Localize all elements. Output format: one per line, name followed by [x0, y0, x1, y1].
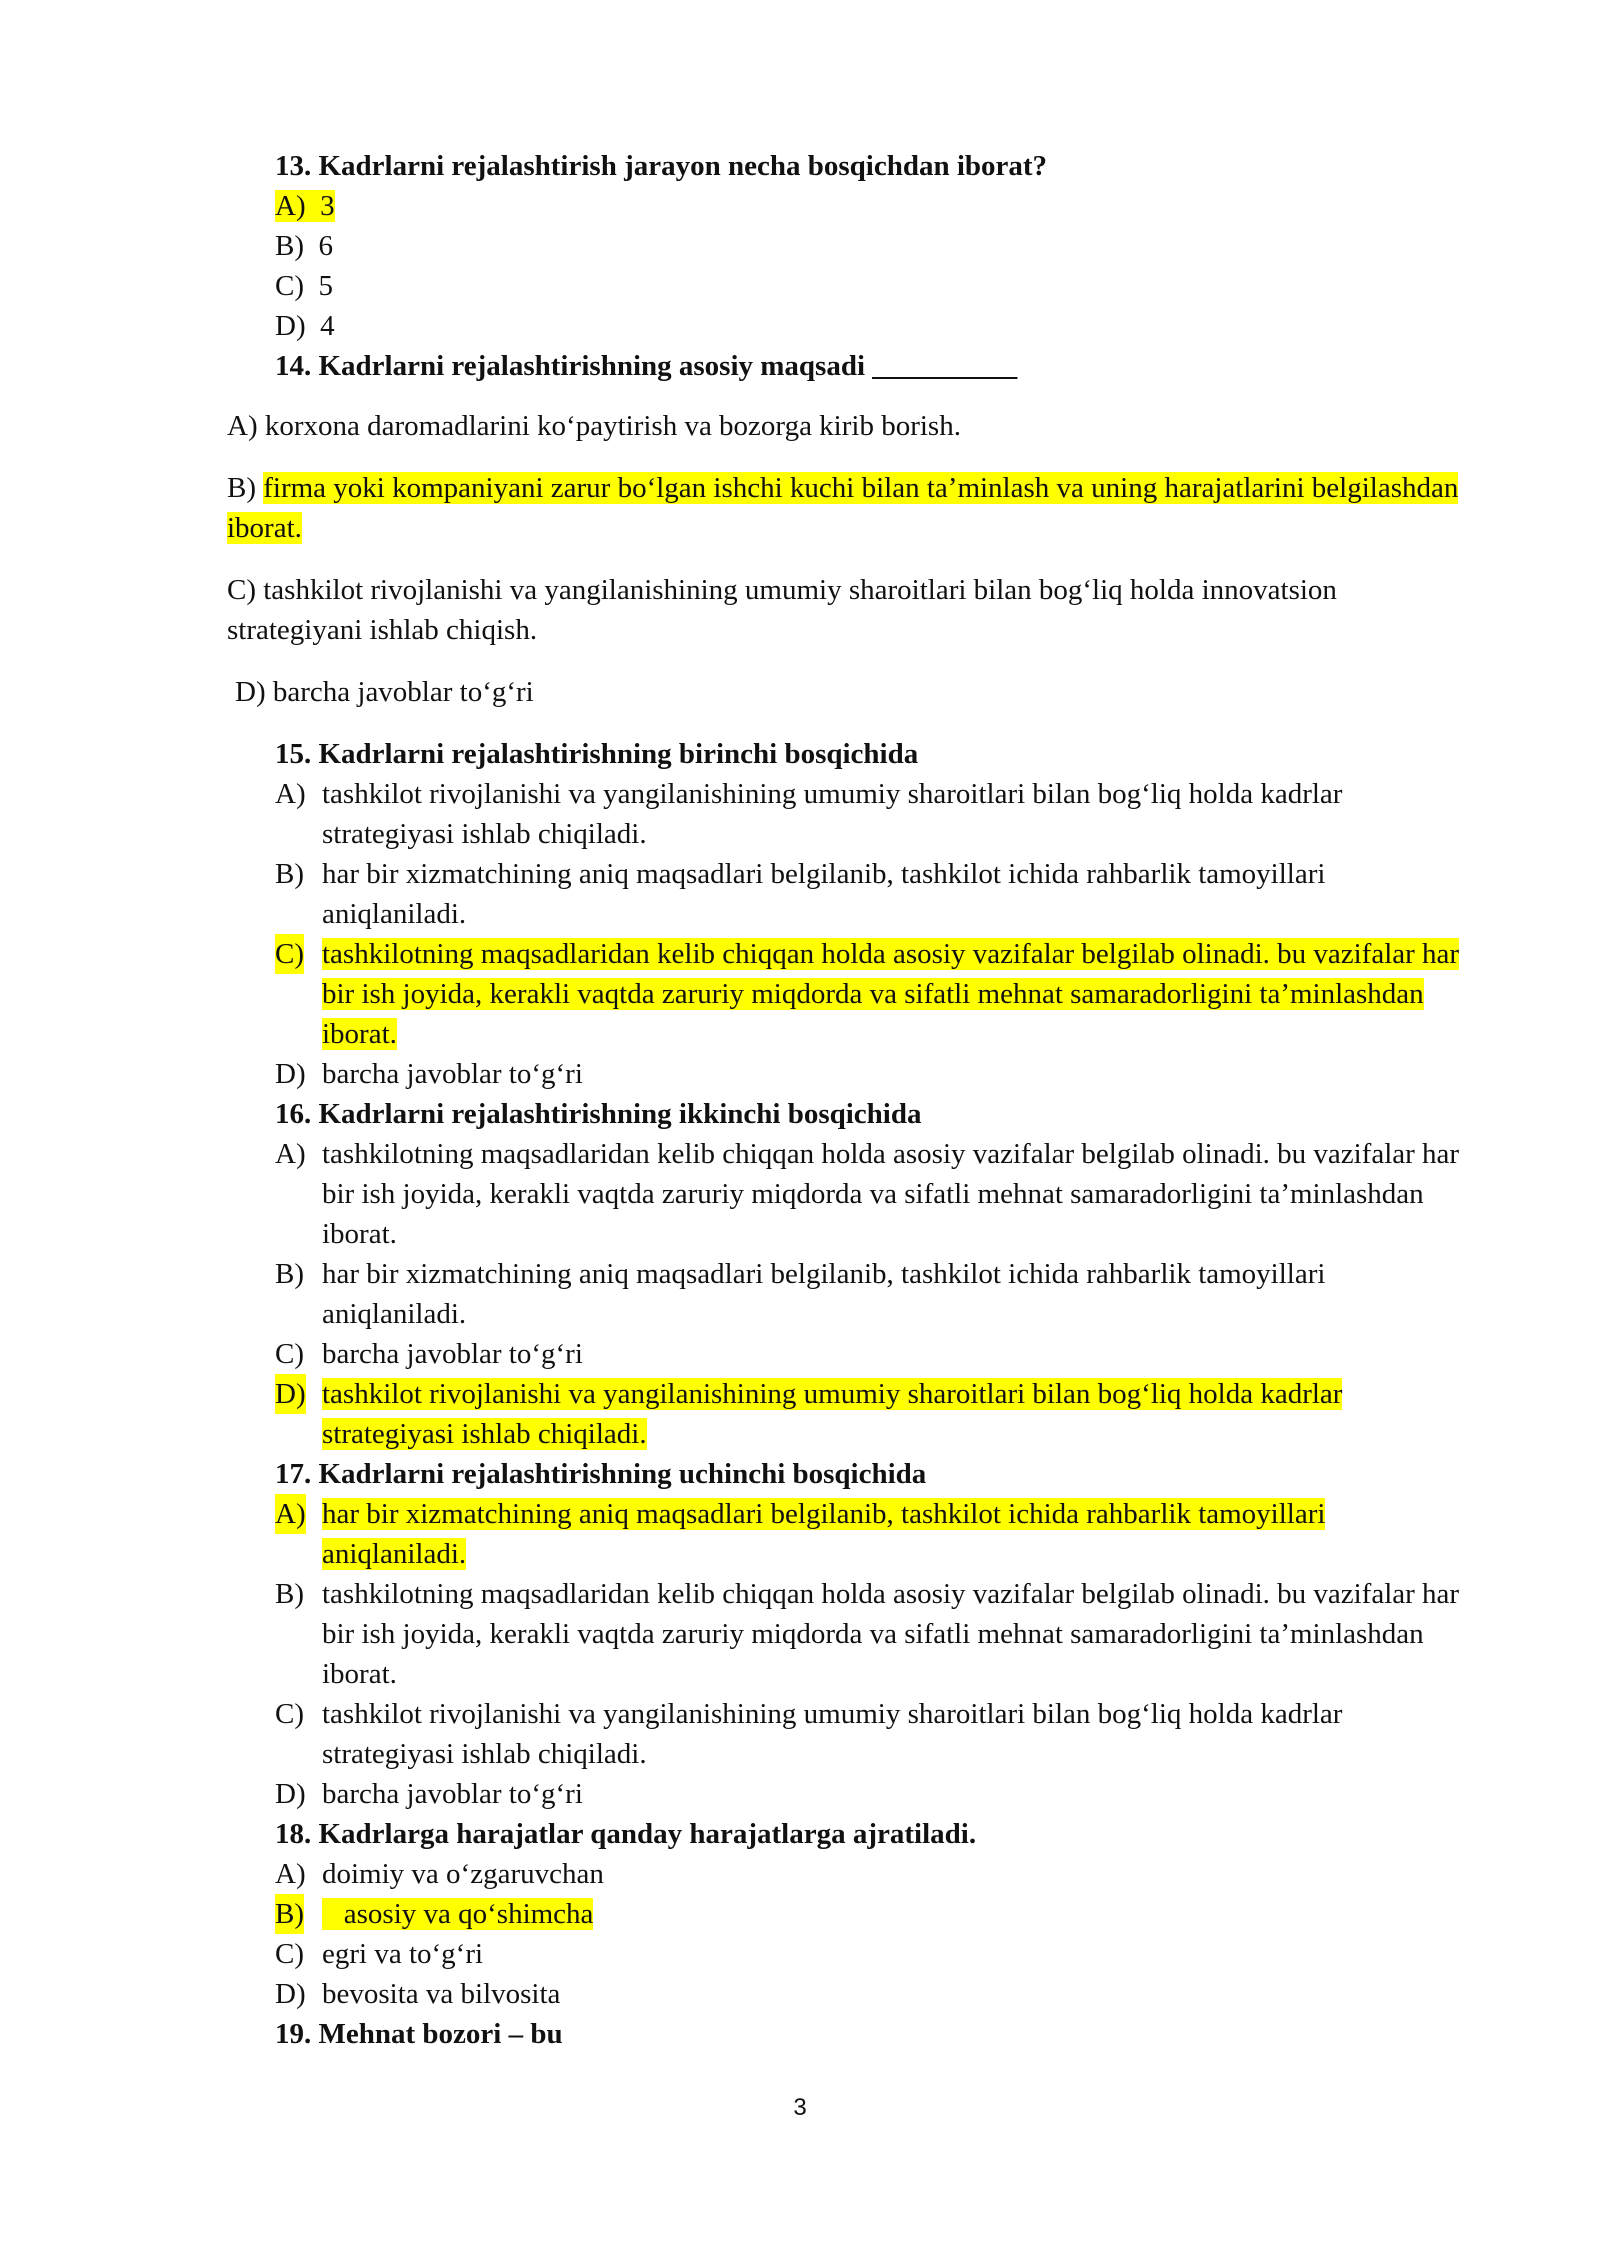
option-letter: C) — [275, 934, 304, 974]
answer-highlight — [322, 1898, 344, 1930]
option-letter: C) — [275, 270, 304, 302]
q15-option-a — [275, 774, 1467, 854]
option-text: 6 — [318, 230, 333, 262]
page-number: 3 — [793, 2094, 807, 2121]
answer-highlight: firma yoki kompaniyani zarur bo‘lgan ishchi kuchi bilan ta’minlash va uning harajatlarini belgilashdan iborat. — [227, 472, 1459, 544]
option-text: tashkilot rivojlanishi va yangilanishining umumiy sharoitlari bilan bog‘liq holda kadrlar strategiyasi ishlab chiqiladi. — [322, 778, 1343, 850]
q15-option-c — [275, 934, 1467, 1054]
q14-option-b — [227, 468, 1467, 548]
option-letter: A) — [275, 1138, 306, 1170]
answer-highlight: asosiy va qo‘shimcha — [343, 1898, 594, 1930]
q13-option-b — [275, 226, 1467, 266]
option-letter: B) — [275, 1258, 304, 1290]
option-letter: A) — [275, 190, 306, 222]
q13-option-c — [275, 266, 1467, 306]
option-text: har bir xizmatchining aniq maqsadlari belgilanib, tashkilot ichida rahbarlik tamoyillari aniqlaniladi. — [322, 1258, 1326, 1330]
option-text: tashkilot rivojlanishi va yangilanishining umumiy sharoitlari bilan bog‘liq holda kadrlar strategiyasi ishlab chiqiladi. — [322, 1698, 1343, 1770]
option-letter: B) — [275, 1894, 304, 1934]
q14-option-a — [227, 406, 1467, 446]
option-letter: B) — [227, 472, 256, 504]
question-19: 19. Mehnat bozori – bu — [275, 2018, 563, 2050]
option-text: tashkilot rivojlanishi va yangilanishining umumiy sharoitlari bilan bog‘liq holda innovatsion strategiyani ishlab chiqish. — [227, 574, 1337, 646]
option-text: 5 — [318, 270, 333, 302]
option-text: 3 — [320, 190, 335, 222]
option-text: har bir xizmatchining aniq maqsadlari belgilanib, tashkilot ichida rahbarlik tamoyillari aniqlaniladi. — [322, 858, 1326, 930]
option-letter: D) — [235, 676, 266, 708]
q18-option-c — [275, 1934, 1467, 1974]
option-text: barcha javoblar to‘g‘ri — [322, 1058, 583, 1090]
page-content — [227, 146, 1467, 2054]
option-letter: D) — [275, 1374, 306, 1414]
option-letter: A) — [227, 410, 258, 442]
option-letter: C) — [227, 574, 256, 606]
option-letter: C) — [275, 1698, 304, 1730]
q18-option-d — [275, 1974, 1467, 2014]
option-letter: A) — [275, 778, 306, 810]
option-letter: C) — [275, 1938, 304, 1970]
option-letter: D) — [275, 1978, 306, 2010]
option-text: bevosita va bilvosita — [322, 1978, 561, 2010]
option-letter: B) — [275, 1578, 304, 1610]
q16-option-b — [275, 1254, 1467, 1334]
q18-option-b — [275, 1894, 1467, 1934]
option-text: 4 — [320, 310, 335, 342]
q17-option-b — [275, 1574, 1467, 1694]
q18-option-a — [275, 1854, 1467, 1894]
option-text: korxona daromadlarini ko‘paytirish va bozorga kirib borish. — [264, 410, 961, 442]
q17-option-d — [275, 1774, 1467, 1814]
option-letter: A) — [275, 1494, 306, 1534]
q16-option-c — [275, 1334, 1467, 1374]
option-letter: D) — [275, 1778, 306, 1810]
question-17: 17. Kadrlarni rejalashtirishning uchinchi bosqichida — [275, 1458, 927, 1490]
answer-highlight: tashkilot rivojlanishi va yangilanishining umumiy sharoitlari bilan bog‘liq holda kadrlar strategiyasi ishlab chiqiladi. — [322, 1378, 1343, 1450]
option-letter: A) — [275, 1858, 306, 1890]
option-text: doimiy va o‘zgaruvchan — [322, 1858, 604, 1890]
question-15: 15. Kadrlarni rejalashtirishning birinchi bosqichida — [275, 738, 919, 770]
option-letter: B) — [275, 858, 304, 890]
question-16: 16. Kadrlarni rejalashtirishning ikkinchi bosqichida — [275, 1098, 922, 1130]
option-text: barcha javoblar to‘g‘ri — [272, 676, 534, 708]
q17-option-c — [275, 1694, 1467, 1774]
q13-option-a — [275, 186, 1467, 226]
q15-option-d — [275, 1054, 1467, 1094]
option-text: barcha javoblar to‘g‘ri — [322, 1338, 583, 1370]
q14-option-d — [235, 672, 1467, 712]
q14-option-c — [227, 570, 1467, 650]
option-letter: B) — [275, 230, 304, 262]
q16-option-d — [275, 1374, 1467, 1454]
option-letter: D) — [275, 1058, 306, 1090]
q13-option-d — [275, 306, 1467, 346]
option-letter: C) — [275, 1338, 304, 1370]
answer-highlight: har bir xizmatchining aniq maqsadlari belgilanib, tashkilot ichida rahbarlik tamoyillari aniqlaniladi. — [322, 1498, 1326, 1570]
answer-highlight — [275, 190, 335, 222]
answer-highlight: tashkilotning maqsadlaridan kelib chiqqan holda asosiy vazifalar belgilab olinadi. bu vazifalar har bir ish joyida, kerakli vaqtda zaruriy miqdorda va sifatli mehnat samaradorligini ta’minlashdan iborat. — [322, 938, 1460, 1050]
option-text: tashkilotning maqsadlaridan kelib chiqqan holda asosiy vazifalar belgilab olinadi. bu vazifalar har bir ish joyida, kerakli vaqtda zaruriy miqdorda va sifatli mehnat samaradorligini ta’minlashdan iborat. — [322, 1138, 1460, 1250]
q15-option-b — [275, 854, 1467, 934]
option-text: tashkilotning maqsadlaridan kelib chiqqan holda asosiy vazifalar belgilab olinadi. bu vazifalar har bir ish joyida, kerakli vaqtda zaruriy miqdorda va sifatli mehnat samaradorligini ta’minlashdan iborat. — [322, 1578, 1460, 1690]
q16-option-a — [275, 1134, 1467, 1254]
question-14: 14. Kadrlarni rejalashtirishning asosiy maqsadi __________ — [275, 350, 1018, 382]
question-13: 13. Kadrlarni rejalashtirish jarayon necha bosqichdan iborat? — [275, 150, 1048, 182]
option-text: barcha javoblar to‘g‘ri — [322, 1778, 583, 1810]
option-text: egri va to‘g‘ri — [322, 1938, 484, 1970]
question-18: 18. Kadrlarga harajatlar qanday harajatlarga ajratiladi. — [275, 1818, 977, 1850]
q17-option-a — [275, 1494, 1467, 1574]
option-letter: D) — [275, 310, 306, 342]
